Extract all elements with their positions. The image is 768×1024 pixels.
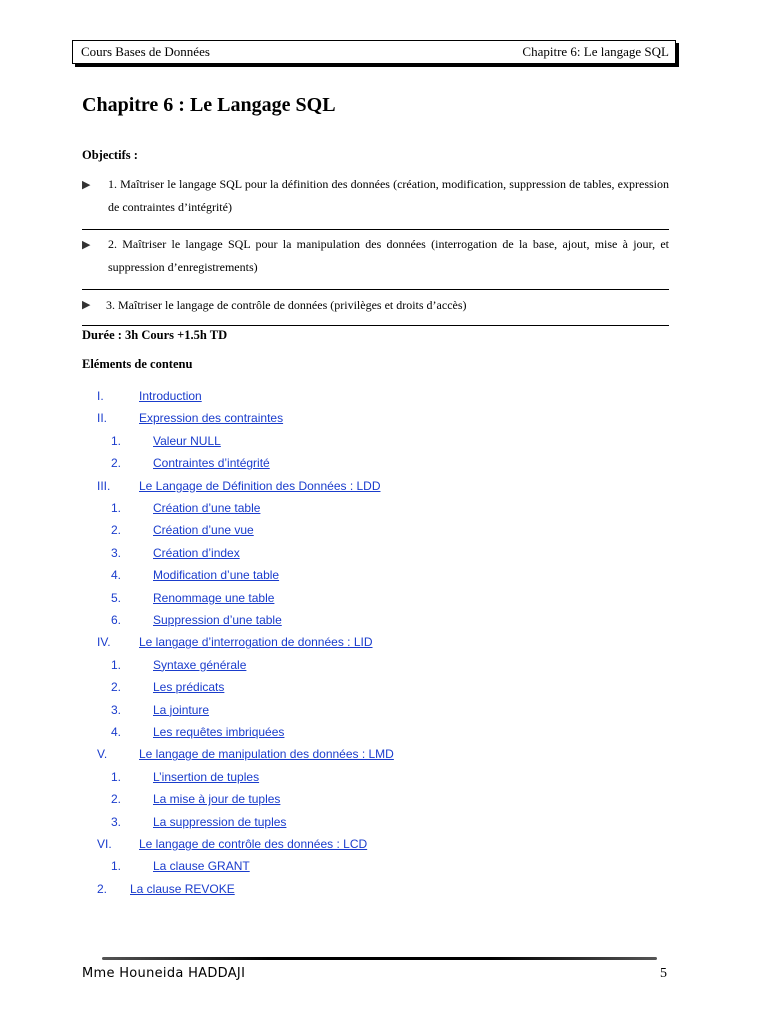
chapter-title: Chapitre 6 : Le Langage SQL — [82, 94, 336, 116]
toc-label: Introduction — [139, 389, 202, 403]
toc-number: V. — [97, 747, 108, 762]
toc-number: 4. — [111, 725, 122, 739]
toc-link[interactable] — [111, 613, 282, 627]
toc-number: 3. — [111, 545, 122, 560]
toc-number: 3. — [111, 702, 122, 717]
toc-label: Syntaxe générale — [153, 657, 247, 672]
toc-link[interactable] — [97, 837, 367, 851]
toc-number: 1. — [111, 501, 122, 515]
toc-link[interactable] — [111, 725, 284, 739]
toc-link[interactable] — [111, 501, 260, 515]
toc-label: La suppression de tuples — [153, 814, 287, 829]
toc-label: Les requêtes imbriquées — [153, 725, 285, 739]
toc-label: Le langage de contrôle des données : LCD — [139, 837, 368, 851]
toc-label: Suppression d’une table — [153, 613, 282, 627]
toc-number: 2. — [111, 680, 122, 695]
course-duration: Durée : 3h Cours +1.5h TD — [82, 328, 228, 342]
toc-label: Les prédicats — [153, 680, 225, 695]
objective-item — [82, 294, 669, 326]
objective-item — [82, 233, 669, 290]
toc-number: 2. — [97, 881, 108, 896]
toc-link[interactable] — [97, 411, 283, 425]
objective-item — [82, 173, 669, 230]
toc-label: La clause REVOKE — [130, 881, 235, 896]
toc-link[interactable] — [111, 456, 270, 470]
toc-number: 1. — [111, 859, 122, 874]
toc-number: VI. — [97, 837, 112, 851]
toc-label: L’insertion de tuples — [153, 769, 260, 784]
triangle-right-icon: ▶ — [82, 239, 91, 251]
toc-link[interactable] — [111, 591, 274, 605]
toc-number: 1. — [111, 769, 122, 784]
toc-link[interactable] — [111, 859, 250, 873]
toc-link[interactable] — [97, 747, 394, 761]
toc-label: Le Langage de Définition des Données : LDD — [139, 478, 381, 493]
toc-link[interactable] — [111, 680, 224, 694]
toc-label: La mise à jour de tuples — [153, 792, 281, 807]
toc-label: Le langage de manipulation des données : LMD — [139, 747, 394, 762]
toc-link[interactable] — [111, 658, 246, 672]
footer-author: Mme Houneida HADDAJI — [82, 966, 246, 981]
toc-label: La jointure — [153, 702, 210, 717]
toc-link[interactable] — [111, 523, 254, 537]
toc-label: Expression des contraintes — [139, 411, 284, 426]
toc-link[interactable] — [111, 770, 259, 784]
running-header — [72, 40, 676, 64]
toc-number: 6. — [111, 613, 122, 627]
toc-number: 1. — [111, 433, 122, 448]
toc-number: II. — [97, 411, 108, 426]
page-number: 5 — [660, 966, 667, 981]
toc-number: 4. — [111, 568, 122, 583]
toc-link[interactable] — [97, 479, 381, 493]
header-chapter-title: Chapitre 6: Le langage SQL — [522, 44, 669, 59]
toc-label: La clause GRANT — [153, 859, 250, 874]
toc-label: Création d’une vue — [153, 523, 254, 538]
toc-label: Contraintes d’intégrité — [153, 456, 270, 471]
toc-number: 1. — [111, 657, 122, 672]
toc-number: 2. — [111, 456, 122, 471]
objectives-label: Objectifs : — [82, 148, 138, 162]
toc-label: Modification d’une table — [153, 568, 280, 583]
toc-number: 2. — [111, 792, 122, 807]
toc-number: 3. — [111, 814, 122, 829]
toc-link[interactable] — [97, 389, 202, 403]
footer-divider — [102, 957, 657, 960]
objective-text: 1. Maîtriser le langage SQL pour la définition des données (création, modification, suppression de tables, expression de contraintes d’intégrité) — [108, 177, 669, 214]
toc-number: 2. — [111, 523, 122, 538]
toc-link[interactable] — [111, 546, 240, 560]
toc-link[interactable] — [111, 792, 280, 806]
objective-text: 2. Maîtriser le langage SQL pour la manipulation des données (interrogation de la base, ajout, mise à jour, et suppression d’enregistrements) — [108, 237, 669, 274]
toc-label: Renommage une table — [153, 590, 275, 605]
toc-link[interactable] — [97, 882, 235, 896]
triangle-right-icon: ▶ — [82, 299, 91, 311]
toc-label: Création d’index — [153, 545, 240, 560]
toc-number: IV. — [97, 635, 111, 650]
toc-label: Création d’une table — [153, 501, 261, 515]
toc-number: 5. — [111, 590, 122, 605]
toc-number: I. — [97, 389, 104, 403]
toc-link[interactable] — [111, 568, 279, 582]
triangle-right-icon: ▶ — [82, 179, 91, 191]
toc-link[interactable] — [97, 635, 373, 649]
toc-number: III. — [97, 478, 111, 493]
toc-link[interactable] — [111, 815, 286, 829]
toc-link[interactable] — [111, 703, 209, 717]
toc-label: Valeur NULL — [153, 433, 221, 448]
header-course-title: Cours Bases de Données — [81, 44, 210, 59]
toc-label: Le langage d’interrogation de données : LID — [139, 635, 373, 650]
toc-link[interactable] — [111, 434, 221, 448]
objective-text: 3. Maîtriser le langage de contrôle de données (privilèges et droits d’accès) — [106, 298, 467, 312]
contents-label: Eléments de contenu — [82, 357, 193, 371]
